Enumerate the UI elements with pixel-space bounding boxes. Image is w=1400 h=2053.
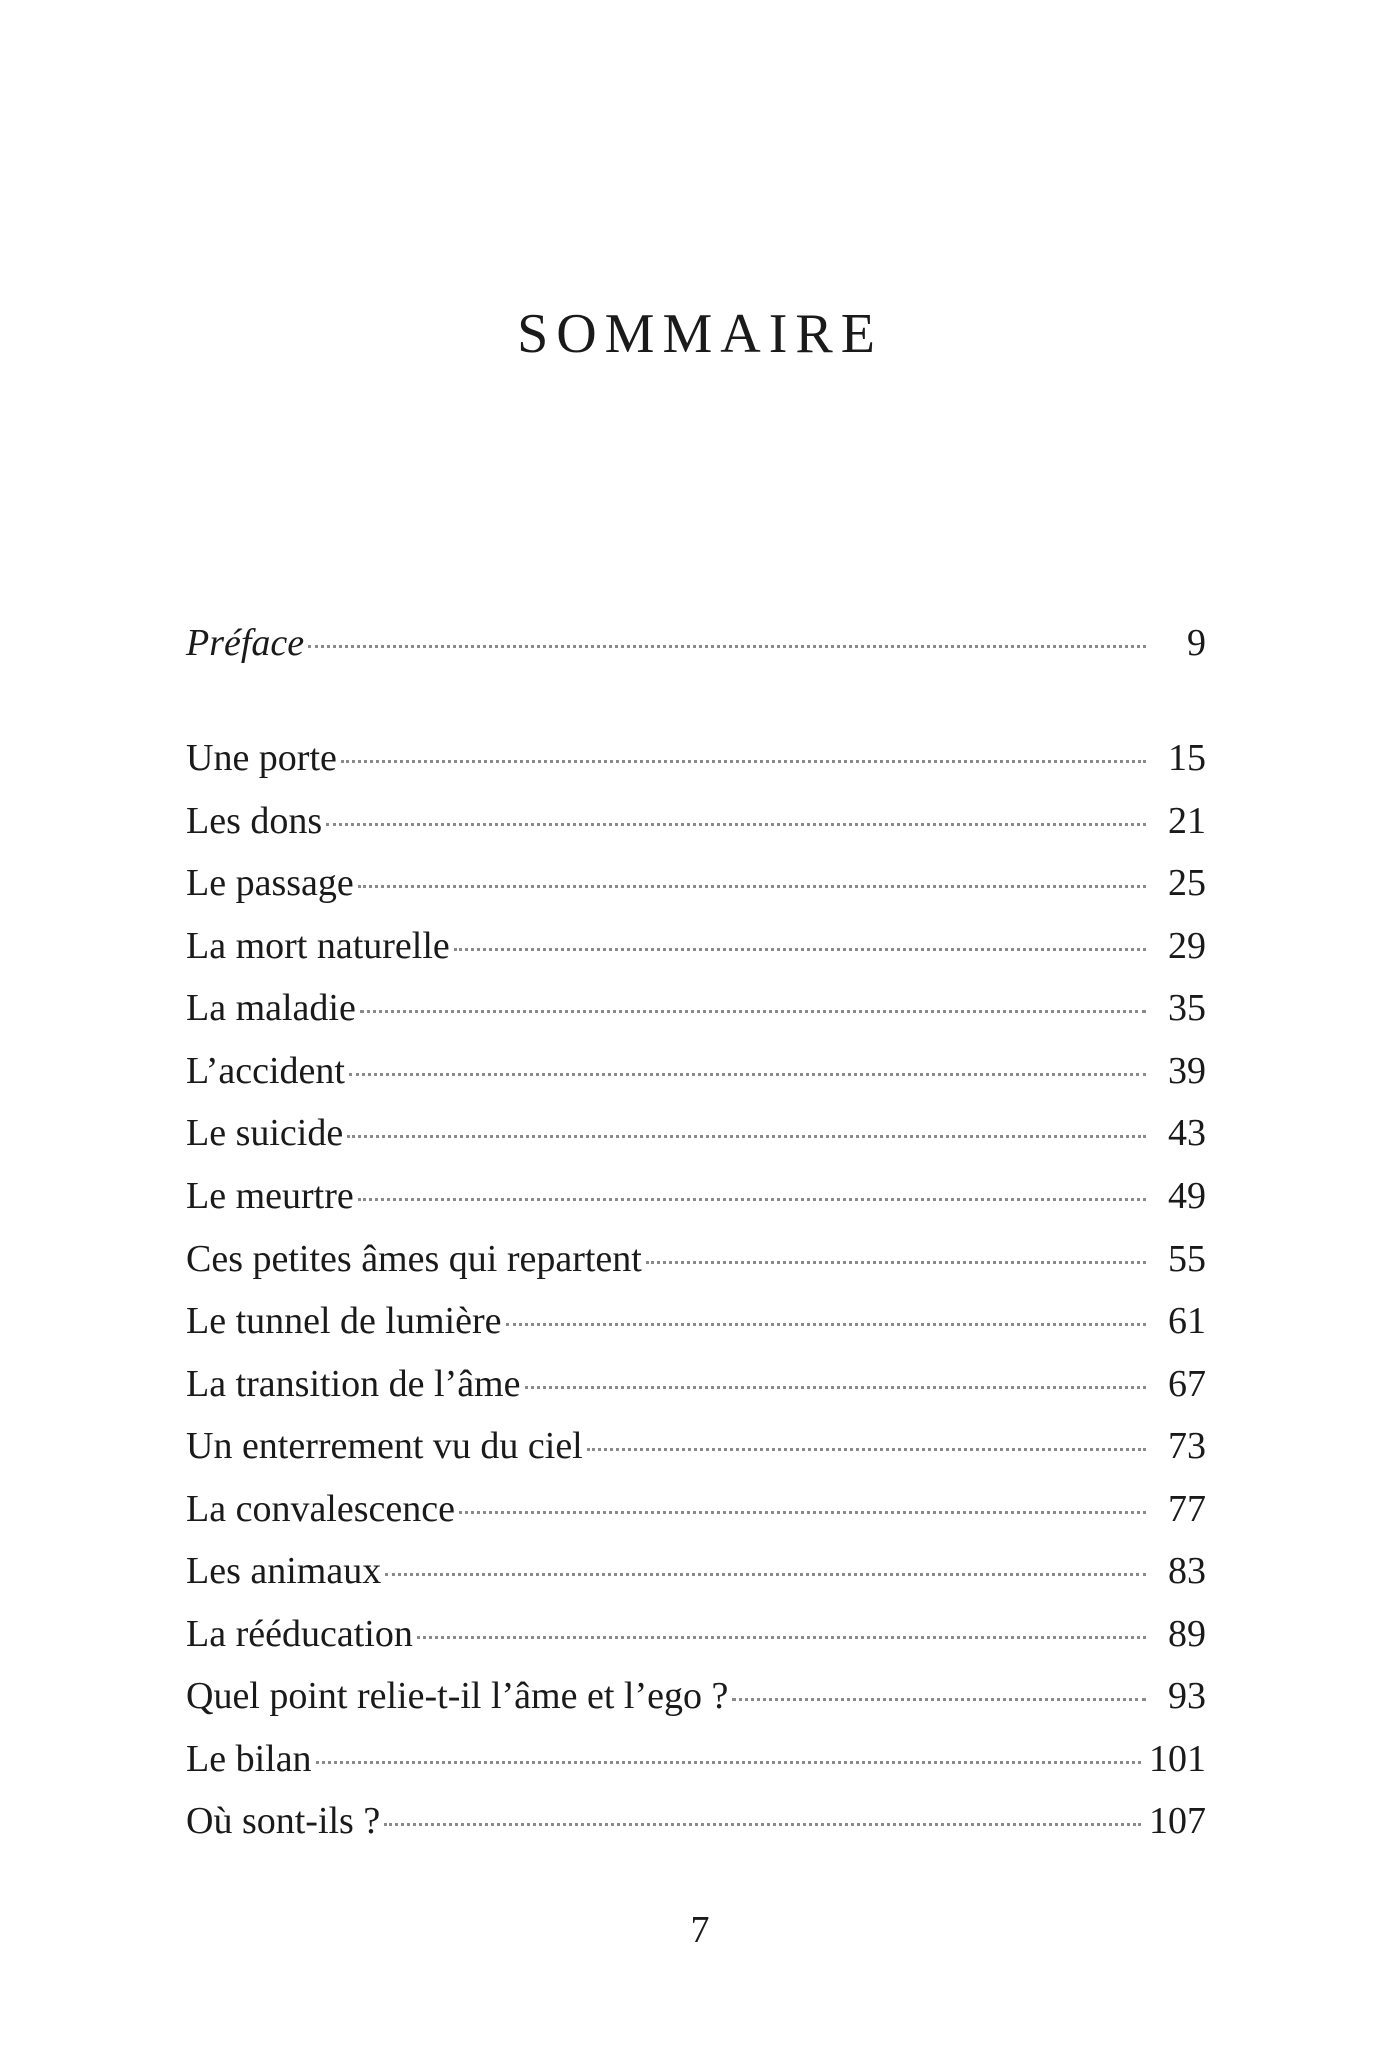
toc-entry[interactable] — [186, 1046, 1206, 1096]
toc-entry[interactable] — [186, 1546, 1206, 1596]
toc-entry-label: Le suicide — [186, 1112, 344, 1154]
toc-entry[interactable] — [186, 1796, 1206, 1846]
toc-entry-label: Ces petites âmes qui repartent — [186, 1238, 642, 1280]
dot-leader — [347, 1134, 1146, 1138]
toc-entry-page: 25 — [1168, 862, 1206, 904]
toc-entry[interactable] — [186, 1484, 1206, 1534]
toc-entry-label: La transition de l’âme — [186, 1363, 521, 1405]
toc-entry-page: 55 — [1168, 1238, 1206, 1280]
page-title: SOMMAIRE — [517, 302, 883, 365]
toc-entry[interactable] — [186, 1734, 1206, 1784]
toc-entry-page: 35 — [1168, 987, 1206, 1029]
toc-entry-page: 61 — [1168, 1300, 1206, 1342]
toc-entry[interactable] — [186, 1296, 1206, 1346]
dot-leader — [341, 759, 1146, 763]
toc-entry-label: L’accident — [186, 1050, 345, 1092]
dot-leader — [358, 884, 1146, 888]
toc-entry-page: 93 — [1168, 1675, 1206, 1717]
toc-entry[interactable] — [186, 1234, 1206, 1284]
toc-entry[interactable] — [186, 796, 1206, 846]
toc-entry[interactable] — [186, 858, 1206, 908]
toc-entry-page: 21 — [1168, 800, 1206, 842]
toc-entry[interactable] — [186, 1671, 1206, 1721]
toc-entry-page: 89 — [1168, 1613, 1206, 1655]
dot-leader — [384, 1822, 1141, 1826]
toc-entry[interactable] — [186, 1421, 1206, 1471]
toc-entry[interactable] — [186, 1609, 1206, 1659]
toc-entry-label: Quel point relie-t-il l’âme et l’ego ? — [186, 1675, 729, 1717]
toc-entry-page: 107 — [1149, 1800, 1206, 1842]
toc-entry-page: 67 — [1168, 1363, 1206, 1405]
toc-entry-label: Une porte — [186, 737, 337, 779]
toc-entry-page: 9 — [1187, 622, 1206, 664]
toc-entry-label: La rééducation — [186, 1613, 413, 1655]
toc-entry-label: Préface — [186, 622, 305, 664]
toc-entry-page: 39 — [1168, 1050, 1206, 1092]
toc-entry-label: Le meurtre — [186, 1175, 354, 1217]
dot-leader — [454, 947, 1146, 951]
toc-entry-page: 73 — [1168, 1425, 1206, 1467]
toc-entry[interactable] — [186, 983, 1206, 1033]
toc-entry-label: La convalescence — [186, 1488, 455, 1530]
toc-entry-label: Le tunnel de lumière — [186, 1300, 502, 1342]
toc-entry-label: La maladie — [186, 987, 356, 1029]
dot-leader — [326, 822, 1146, 826]
toc-entry-label: Où sont-ils ? — [186, 1800, 381, 1842]
toc-entry-page: 43 — [1168, 1112, 1206, 1154]
dot-leader — [385, 1572, 1146, 1576]
dot-leader — [459, 1510, 1146, 1514]
toc-entry[interactable] — [186, 1108, 1206, 1158]
toc-entry-page: 77 — [1168, 1488, 1206, 1530]
dot-leader — [525, 1385, 1147, 1389]
dot-leader — [349, 1072, 1146, 1076]
toc-entry-label: La mort naturelle — [186, 925, 450, 967]
toc-entry-preface[interactable] — [186, 618, 1206, 668]
toc-entry-label: Les dons — [186, 800, 323, 842]
page-number: 7 — [690, 1909, 710, 1951]
toc-entry[interactable] — [186, 1171, 1206, 1221]
toc-entry-page: 49 — [1168, 1175, 1206, 1217]
toc-entry-page: 83 — [1168, 1550, 1206, 1592]
dot-leader — [587, 1447, 1146, 1451]
toc-entry-label: Un enterrement vu du ciel — [186, 1425, 583, 1467]
toc-entry[interactable] — [186, 1359, 1206, 1409]
toc-entry-label: Le passage — [186, 862, 354, 904]
dot-leader — [646, 1260, 1146, 1264]
dot-leader — [417, 1635, 1146, 1639]
dot-leader — [732, 1697, 1146, 1701]
toc-entry[interactable] — [186, 733, 1206, 783]
toc-entry-page: 101 — [1149, 1738, 1206, 1780]
toc-entry-label: Le bilan — [186, 1738, 312, 1780]
dot-leader — [316, 1760, 1141, 1764]
dot-leader — [506, 1322, 1147, 1326]
dot-leader — [358, 1197, 1146, 1201]
toc-entry-page: 29 — [1168, 925, 1206, 967]
toc-entry-label: Les animaux — [186, 1550, 382, 1592]
toc-entry-page: 15 — [1168, 737, 1206, 779]
dot-leader — [308, 644, 1146, 648]
dot-leader — [360, 1009, 1146, 1013]
toc-entry[interactable] — [186, 921, 1206, 971]
